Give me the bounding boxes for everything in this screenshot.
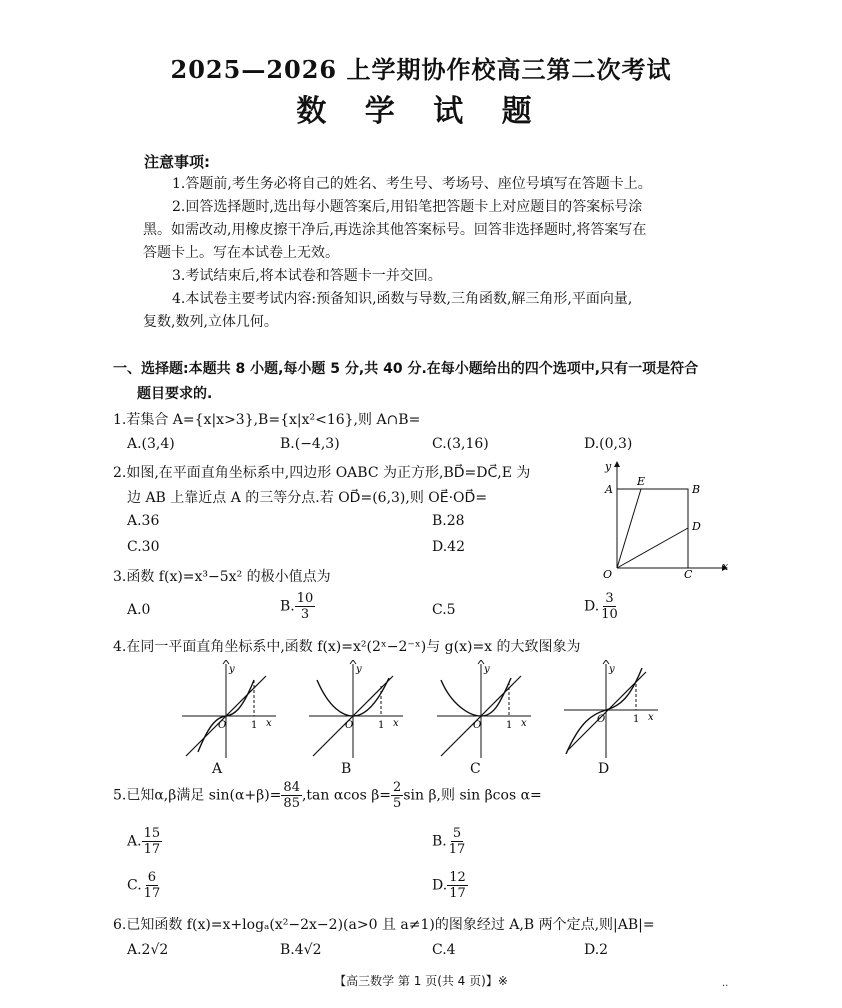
q3-option-b bbox=[280, 591, 315, 622]
q2-option-d: D.42 bbox=[432, 539, 465, 555]
option-prefix: D. bbox=[432, 877, 448, 894]
origin-label: O bbox=[218, 720, 227, 731]
denominator: 3 bbox=[300, 607, 310, 622]
q3-option-c: C.5 bbox=[432, 602, 456, 618]
axis-y-label: y bbox=[229, 664, 235, 675]
fraction bbox=[142, 870, 163, 901]
note-line: 2.回答选择题时,选出每小题答案后,用铅笔把答题卡上对应题目的答案标号涂 bbox=[172, 199, 643, 215]
fraction bbox=[295, 591, 316, 622]
note-line: 黑。如需改动,用橡皮擦干净后,再选涂其他答案标号。回答非选择题时,将答案写在 bbox=[143, 222, 647, 238]
option-prefix: C. bbox=[127, 877, 142, 894]
section-heading: 一、选择题:本题共 8 小题,每小题 5 分,共 40 分.在每小题给出的四个选项中,只有一项是符合 bbox=[113, 361, 699, 377]
option-prefix: A. bbox=[127, 833, 142, 850]
question-2-stem: 2.如图,在平面直角坐标系中,四边形 OABC 为正方形,BD⃗=DC⃗,E 为 bbox=[113, 465, 531, 481]
numerator: 84 bbox=[283, 780, 300, 795]
corner-mark: .. bbox=[722, 978, 729, 989]
tick-one-label: 1 bbox=[251, 720, 258, 731]
stem-part: sin β,则 sin βcos α= bbox=[403, 787, 542, 804]
denominator: 10 bbox=[601, 607, 618, 622]
question-1-stem: 1.若集合 A={x|x>3},B={x|x²<16},则 A∩B= bbox=[113, 412, 421, 428]
numerator: 12 bbox=[449, 870, 466, 885]
axis-x-label: x bbox=[393, 718, 399, 729]
q4-option-d-label: D bbox=[598, 761, 610, 777]
q2-option-c: C.30 bbox=[127, 539, 160, 555]
q5-option-b bbox=[432, 826, 467, 857]
fraction bbox=[447, 870, 468, 901]
axis-y-label: y bbox=[484, 664, 490, 675]
denominator: 5 bbox=[393, 796, 402, 811]
numerator: 10 bbox=[296, 591, 314, 606]
notes-heading: 注意事项: bbox=[144, 153, 210, 171]
q6-option-d: D.2 bbox=[584, 942, 609, 958]
question-2-stem-cont: 边 AB 上靠近点 A 的三等分点.若 OD⃗=(6,3),则 OE⃗·OD⃗= bbox=[127, 490, 488, 506]
fig-label-y: y bbox=[605, 460, 612, 473]
q2-option-b: B.28 bbox=[432, 513, 465, 529]
tick-one-label: 1 bbox=[506, 720, 513, 731]
question-4-stem: 4.在同一平面直角坐标系中,函数 f(x)=x²(2ˣ−2⁻ˣ)与 g(x)=x 的大致图象为 bbox=[113, 639, 581, 655]
numerator: 6 bbox=[147, 870, 157, 885]
axis-x-label: x bbox=[648, 712, 654, 723]
q4-option-b-label: B bbox=[341, 761, 352, 777]
q5-option-d bbox=[432, 870, 468, 901]
q4-option-c-label: C bbox=[470, 761, 481, 777]
denominator: 17 bbox=[143, 842, 161, 857]
denominator: 85 bbox=[283, 796, 300, 811]
fraction bbox=[391, 780, 403, 811]
fraction bbox=[281, 780, 302, 811]
option-prefix: B. bbox=[432, 833, 447, 850]
numerator: 5 bbox=[452, 826, 462, 841]
axis-y-label: y bbox=[609, 664, 615, 675]
option-prefix: B. bbox=[280, 598, 295, 615]
q2-option-a: A.36 bbox=[127, 513, 160, 529]
origin-label: O bbox=[345, 720, 354, 731]
fig-label-o: O bbox=[603, 568, 613, 581]
denominator: 17 bbox=[143, 886, 161, 901]
q1-option-a: A.(3,4) bbox=[127, 436, 175, 452]
square-edges bbox=[617, 489, 688, 568]
note-line: 1.答题前,考生务必将自己的姓名、考生号、考场号、座位号填写在答题卡上。 bbox=[172, 176, 652, 192]
q6-option-a: A.2√2 bbox=[127, 942, 169, 958]
fig-label-x: x bbox=[722, 560, 729, 573]
q2-square-figure bbox=[595, 456, 735, 581]
stem-part: 5.已知α,β满足 sin(α+β)= bbox=[113, 787, 282, 804]
q4-graph-b bbox=[307, 660, 407, 760]
fraction bbox=[142, 826, 163, 857]
note-line: 复数,数列,立体几何。 bbox=[143, 314, 278, 330]
note-line: 3.考试结束后,将本试卷和答题卡一并交回。 bbox=[172, 268, 442, 284]
stem-part: ,tan αcos β= bbox=[301, 787, 392, 804]
origin-label: O bbox=[473, 720, 482, 731]
numerator: 15 bbox=[143, 826, 161, 841]
numerator: 3 bbox=[605, 591, 614, 606]
fig-label-e: E bbox=[637, 475, 646, 488]
denominator: 17 bbox=[448, 842, 466, 857]
fig-label-b: B bbox=[692, 483, 701, 496]
q1-option-b: B.(−4,3) bbox=[280, 436, 340, 452]
question-3-stem: 3.函数 f(x)=x³−5x² 的极小值点为 bbox=[113, 569, 331, 585]
fraction bbox=[447, 826, 468, 857]
tick-one-label: 1 bbox=[378, 720, 385, 731]
q3-option-a: A.0 bbox=[127, 602, 151, 618]
fig-label-c: C bbox=[684, 568, 693, 581]
page-footer: 【高三数学 第 1 页(共 4 页)】※ bbox=[334, 974, 508, 988]
question-6-stem: 6.已知函数 f(x)=x+logₐ(x²−2x−2)(a>0 且 a≠1)的图象经过 A,B 两个定点,则|AB|= bbox=[113, 917, 655, 933]
q1-option-d: D.(0,3) bbox=[584, 436, 633, 452]
q4-option-a-label: A bbox=[212, 761, 223, 777]
denominator: 17 bbox=[449, 886, 466, 901]
q6-option-c: C.4 bbox=[432, 942, 456, 958]
axis-y-label: y bbox=[356, 664, 362, 675]
question-5-stem bbox=[113, 780, 542, 811]
origin-label: O bbox=[597, 714, 606, 725]
note-line: 4.本试卷主要考试内容:预备知识,函数与导数,三角函数,解三角形,平面向量, bbox=[172, 291, 633, 307]
fig-label-d: D bbox=[692, 520, 701, 533]
exam-title: 2025—2026 上学期协作校高三第二次考试 bbox=[170, 55, 672, 84]
q5-option-c bbox=[127, 870, 162, 901]
axis-x-label: x bbox=[521, 718, 527, 729]
section-heading-cont: 题目要求的. bbox=[137, 386, 213, 402]
subject-title: 数 学 试 题 bbox=[296, 94, 546, 129]
axis-x-label: x bbox=[266, 718, 272, 729]
q6-option-b: B.4√2 bbox=[280, 942, 322, 958]
numerator: 2 bbox=[393, 780, 402, 795]
tick-one-label: 1 bbox=[633, 714, 640, 725]
option-prefix: D. bbox=[584, 598, 600, 615]
q4-graph-d bbox=[562, 660, 662, 760]
fig-label-a: A bbox=[605, 483, 613, 496]
fraction bbox=[599, 591, 620, 622]
q5-option-a bbox=[127, 826, 162, 857]
q4-graph-c bbox=[435, 660, 535, 760]
q1-option-c: C.(3,16) bbox=[432, 436, 489, 452]
note-line: 答题卡上。写在本试卷上无效。 bbox=[143, 245, 339, 261]
q4-graph-a bbox=[180, 660, 280, 760]
q3-option-d bbox=[584, 591, 620, 622]
